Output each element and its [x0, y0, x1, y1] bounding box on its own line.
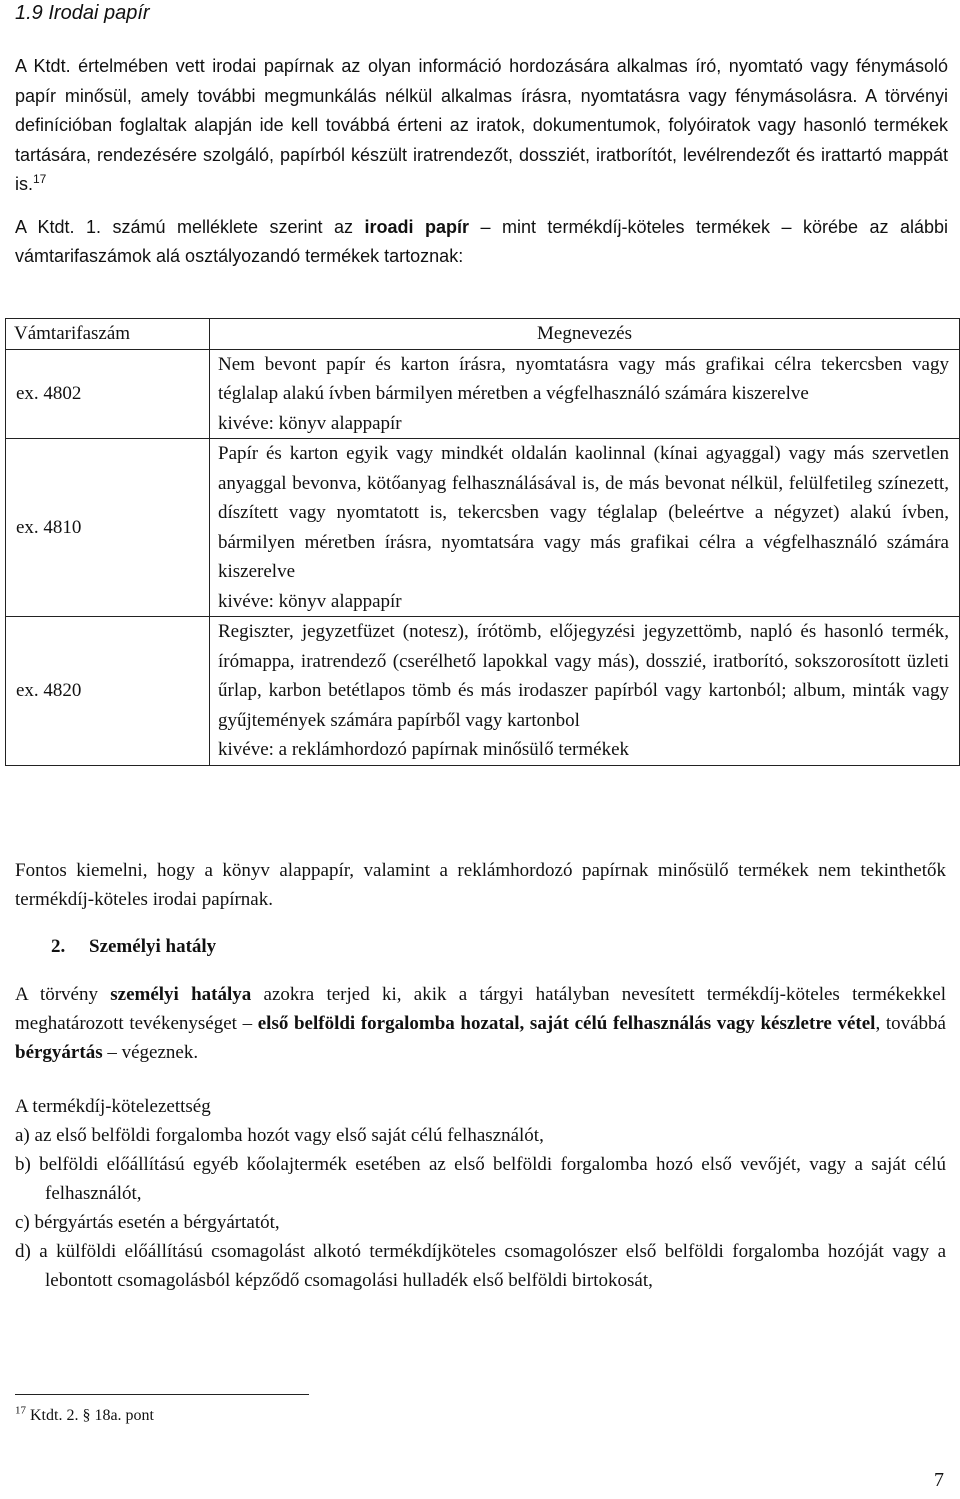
paragraph-definition-text: A Ktdt. értelmében vett irodai papírnak az olyan információ hordozására alkalmas író, nyomtató vagy fénymásoló papír minősül, amely további megmunkálás nélkül alkalmas írásra, nyomtatásra vagy fénymásolásra. A törvényi definícióban foglaltak alapján ide kell továbbá érteni az iratok, dokumentumok, folyóiratok vagy hasonló termékek tartására, rendezésére szolgáló, papírból készült iratrendezőt, dossziét, iratborítót, levélrendezőt és irattartó mappát is.	[15, 56, 948, 194]
column-header-code: Vámtarifaszám	[6, 319, 210, 350]
obligation-intro: A termékdíj-kötelezettség	[15, 1096, 211, 1117]
description-exception: kivéve: a reklámhordozó papírnak minősülő termékek	[218, 739, 630, 760]
table-row	[6, 349, 960, 439]
tariff-code: ex. 4810	[6, 439, 210, 617]
column-header-name: Megnevezés	[210, 319, 960, 350]
description-exception: kivéve: könyv alappapír	[218, 412, 402, 434]
page-body	[15, 0, 948, 272]
heading-personal-scope	[15, 932, 946, 961]
scope-text-4: – végeznek.	[102, 1042, 199, 1063]
scope-bold-3: bérgyártás	[15, 1042, 103, 1063]
description-text: Nem bevont papír és karton írásra, nyomtatásra vagy más grafikai célra tekercsben vagy téglalap alakú ívben bármilyen méretben a végfelhasználó számára kiszerelve	[218, 353, 949, 404]
description-exception: kivéve: könyv alappapír	[218, 590, 402, 612]
paragraph-annex	[15, 213, 948, 272]
list-item: b) belföldi előállítású egyéb kőolajtermék esetében az első belföldi forgalomba hozó első vevőjét, vagy a saját célú felhasználót,	[15, 1154, 946, 1204]
paragraph-definition	[15, 52, 948, 200]
heading-title: Személyi hatály	[89, 936, 217, 957]
paragraph-personal-scope	[15, 980, 946, 1067]
tariff-description	[210, 349, 960, 439]
footnote-text: Ktdt. 2. § 18a. pont	[30, 1407, 154, 1424]
tariff-code: ex. 4820	[6, 617, 210, 766]
heading-number: 2.	[51, 936, 66, 957]
footnote-number: 17	[15, 1404, 26, 1417]
footnote	[15, 1405, 154, 1427]
list-item: d) a külföldi előállítású csomagolást alkotó termékdíjköteles csomagolószer első belföldi forgalomba hozóját vagy a lebontott csomagolásból képződő csomagolási hulladék első belföldi birtokosát,	[15, 1241, 946, 1291]
tariff-description	[210, 439, 960, 617]
description-text: Regiszter, jegyzetfüzet (notesz), írótömb, előjegyzési jegyzettömb, napló és hasonló termék, írómappa, iratrendező (cserélhető lapokkal vagy más), dosszié, iratborító, sokszorosított üzleti űrlap, karbon betétlapos tömb és más irodaszer papírból vagy kartonból; album, minták vagy gyűjtemények számára papírből vagy kartonbol	[218, 621, 949, 731]
section-heading: 1.9 Irodai papír	[15, 2, 150, 24]
scope-text-1: A törvény	[15, 984, 111, 1005]
tariff-code: ex. 4802	[6, 349, 210, 439]
annex-bold-term: iroadi papír	[364, 216, 469, 237]
annex-text-2: – mint termékdíj-köteles termékek – körébe az alábbi vámtarifaszámok alá osztályozandó termékek tartoznak:	[15, 216, 948, 266]
list-item: c) bérgyártás esetén a bérgyártatót,	[15, 1212, 280, 1233]
tariff-description	[210, 617, 960, 766]
tariff-table	[5, 318, 960, 766]
footnote-divider	[15, 1394, 309, 1395]
table-row	[6, 439, 960, 617]
description-text: Papír és karton egyik vagy mindkét oldalán kaolinnal (kínai agyaggal) vagy más szervetlen anyaggal bevonva, kötőanyag felhasználásával is, de más bevonat nélkül, felülfetileg színezett, díszített vagy nyomtatott is, tekercsben vagy téglalap (beleértve a négyzet) alakú ívben, bármilyen méretben írásra, nyomtatsára vagy más grafikai célra a végfelhasználó számára kiszerelve	[218, 443, 949, 582]
paragraph-exclusion-note: Fontos kiemelni, hogy a könyv alappapír, valamint a reklámhordozó papírnak minősülő termékek nem tekinthetők termékdíj-köteles irodai papírnak.	[15, 860, 946, 910]
scope-text-2: azokra terjed ki, akik a tárgyi hatályban nevesített termékdíj-köteles termékekkel meghatározott tevékenységet –	[15, 984, 946, 1034]
page-number: 7	[934, 1469, 944, 1491]
scope-text-3: , továbbá	[875, 1013, 946, 1034]
table-row	[6, 617, 960, 766]
lower-section	[15, 856, 946, 1295]
annex-text-1: A Ktdt. 1. számú melléklete szerint az	[15, 216, 365, 237]
scope-bold-1: személyi hatálya	[110, 984, 252, 1005]
table-header-row	[6, 319, 960, 350]
scope-bold-2: első belföldi forgalomba hozatal, saját célú felhasználás vagy készletre vétel	[257, 1013, 876, 1034]
list-item: a) az első belföldi forgalomba hozót vagy első saját célú felhasználót,	[15, 1125, 544, 1146]
footnote-ref[interactable]: 17	[33, 172, 47, 186]
